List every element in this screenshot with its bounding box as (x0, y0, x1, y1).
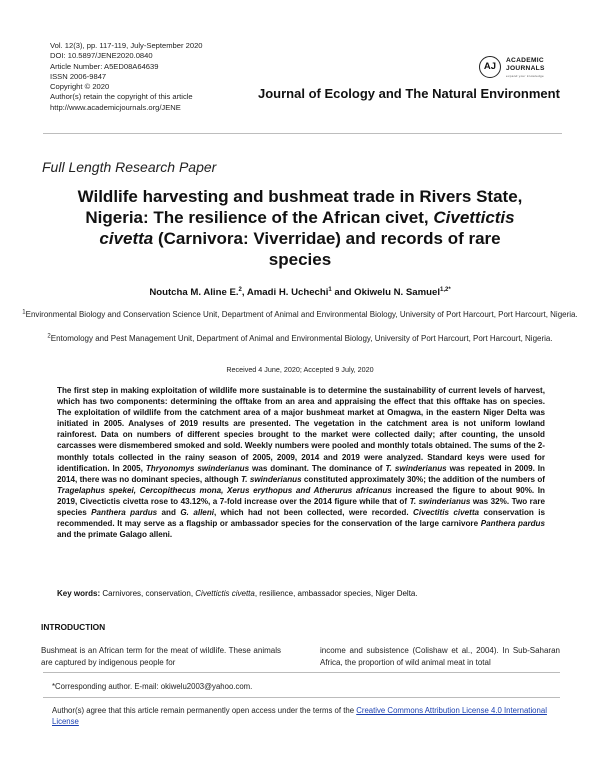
title-line-2: Nigeria: The resilience of the African civet, (85, 208, 434, 227)
license-notice (52, 705, 552, 727)
corresponding-author: *Corresponding author. E-mail: okiwelu2003@yahoo.com. (52, 682, 253, 691)
species-name: G. alleni (180, 508, 215, 518)
author-1: Noutcha M. Aline E. (149, 287, 239, 298)
logo-mark: AJ (479, 56, 501, 78)
keywords-text: Carnivores, conservation, (100, 589, 196, 598)
introduction-left-column: Bushmeat is an African term for the meat of wildlife. These animals are captured by indigenous people for (41, 646, 281, 667)
species-name: Panthera pardus (91, 508, 158, 518)
title-species-genus: Civettictis (433, 208, 515, 227)
meta-volume: Vol. 12(3), pp. 117-119, July-September 2020 (50, 41, 203, 50)
logo-text-academic: ACADEMIC (506, 57, 544, 64)
meta-issn: ISSN 2006-9847 (50, 71, 107, 81)
introduction-heading: INTRODUCTION (41, 622, 106, 632)
species-name: T. swinderianus (240, 474, 302, 484)
affiliation-1-marker: 1 (22, 309, 26, 316)
author-2-affiliation: 1 (328, 286, 332, 293)
journal-name: Journal of Ecology and The Natural Environment (258, 86, 560, 101)
received-accepted-dates: Received 4 June, 2020; Accepted 9 July, 2020 (226, 365, 374, 374)
introduction-right-column: income and subsistence (Colishaw et al., 2004). In Sub-Saharan Africa, the proportion of wild animal meat in total (320, 646, 560, 667)
header-divider (43, 133, 562, 134)
author-separator: and (331, 287, 355, 298)
author-separator: , (241, 287, 247, 298)
meta-article-number: Article Number: A5ED08A64639 (50, 61, 159, 71)
species-name: Civectitis civetta (413, 508, 480, 518)
footer-divider (43, 697, 560, 698)
author-3-affiliation: 1,2* (440, 286, 451, 293)
affiliation-1-text: Environmental Biology and Conservation Science Unit, Department of Animal and Environmental Biology, University of Port Harcourt, Port Harcourt, Nigeria. (25, 310, 578, 319)
species-name: Tragelaphus spekei, Cercopithecus mona, Xerus erythopus and Atherurus africanus (57, 485, 392, 495)
abstract-text: constituted approximately 30%; the addition of the numbers of (301, 474, 545, 484)
logo-text-journals: JOURNALS (506, 65, 545, 72)
license-link[interactable]: Creative Commons Attribution License 4.0 International License (52, 706, 547, 726)
paper-type: Full Length Research Paper (42, 159, 217, 175)
meta-doi: DOI: 10.5897/JENE2020.0840 (50, 51, 153, 61)
license-text: Author(s) agree that this article remain permanently open access under the terms of the (52, 706, 357, 715)
author-2: Amadi H. Uchechi (246, 287, 329, 298)
author-1-affiliation: 2 (238, 286, 242, 293)
abstract-text: and the primate Galago alleni. (57, 530, 173, 540)
footer-divider (43, 672, 560, 673)
logo-tagline: expand your knowledge (506, 74, 544, 78)
species-name: Thryonomys swinderianus (145, 463, 250, 473)
author-list (30, 287, 570, 298)
title-species-epithet: civetta (99, 229, 154, 248)
title-line-3: (Carnivora: Viverridae) and records of rare (153, 229, 501, 248)
keywords-species: Civettictis civetta (195, 589, 255, 598)
abstract-text: conservation is recommended. It may serve as a flagship or ambassador species for the conservation of the large carnivore (57, 508, 545, 529)
abstract-text: increased the figure to about 90%. In 2019, Civectictis civetta rose to 43.12%, a 7-fold increase over the 2014 figure while that of (57, 485, 545, 506)
title-line-4: species (268, 250, 332, 269)
abstract-text: was 32%. Two rare species (57, 496, 545, 518)
species-name: T. swinderianus (409, 496, 471, 506)
species-name: T. swinderianus (385, 463, 447, 473)
abstract (57, 385, 545, 540)
author-3: Okiwelu N. Samuel (354, 287, 440, 298)
abstract-text: and (157, 508, 181, 518)
affiliation-2-text: Entomology and Pest Management Unit, Department of Animal and Environmental Biology, University of Port Harcourt, Port Harcourt, Nigeria. (50, 334, 553, 343)
abstract-text: , which had not been collected, were recorded. (214, 508, 413, 518)
paper-title (30, 186, 570, 270)
meta-author-rights: Author(s) retain the copyright of this article (50, 92, 193, 102)
abstract-text: The first step in making exploitation of wildlife more sustainable is to determine the sustainability of current levels of harvest, which has two components: determining the offtake from an area and appraising the effect that this offtake has on species. The exploitation of wildlife from the catchment area of a major bushmeat market at Omagwa, in the eastern Niger Delta was initiated in 2005. Analyses of 2019 results are presented. The vegetation in the catchment area is not uniform lowland rainforest. Data on numbers of different species brought to the market were collected daily; after counting, the unsold carcasses were dismembered smoked and sold. Weekly numbers were pooled and monthly totals obtained. The sums of the 2-monthly totals collected in the rainy season of 2005, 2009, 2014 and 2019 were analyzed. Standard keys were used for identification. In 2005, (57, 386, 545, 473)
meta-copyright: Copyright © 2020 (50, 82, 110, 92)
keywords-text: , resilience, ambassador species, Niger Delta. (254, 589, 418, 598)
species-name: Panthera pardus (480, 519, 545, 529)
affiliation-2-marker: 2 (47, 333, 51, 340)
keywords-label: Key words: (57, 589, 101, 598)
article-metadata (50, 41, 280, 113)
title-line-1: Wildlife harvesting and bushmeat trade in Rivers State, (77, 187, 523, 206)
abstract-text: was repeated in 2009. In 2014, there was no dominant species, although (57, 463, 545, 484)
abstract-text: was dominant. The dominance of (249, 463, 386, 473)
affiliation-2 (20, 333, 580, 344)
affiliation-1 (20, 309, 580, 320)
academic-journals-logo (479, 50, 569, 84)
meta-url: http://www.academicjournals.org/JENE (50, 102, 181, 112)
keywords (57, 588, 545, 599)
